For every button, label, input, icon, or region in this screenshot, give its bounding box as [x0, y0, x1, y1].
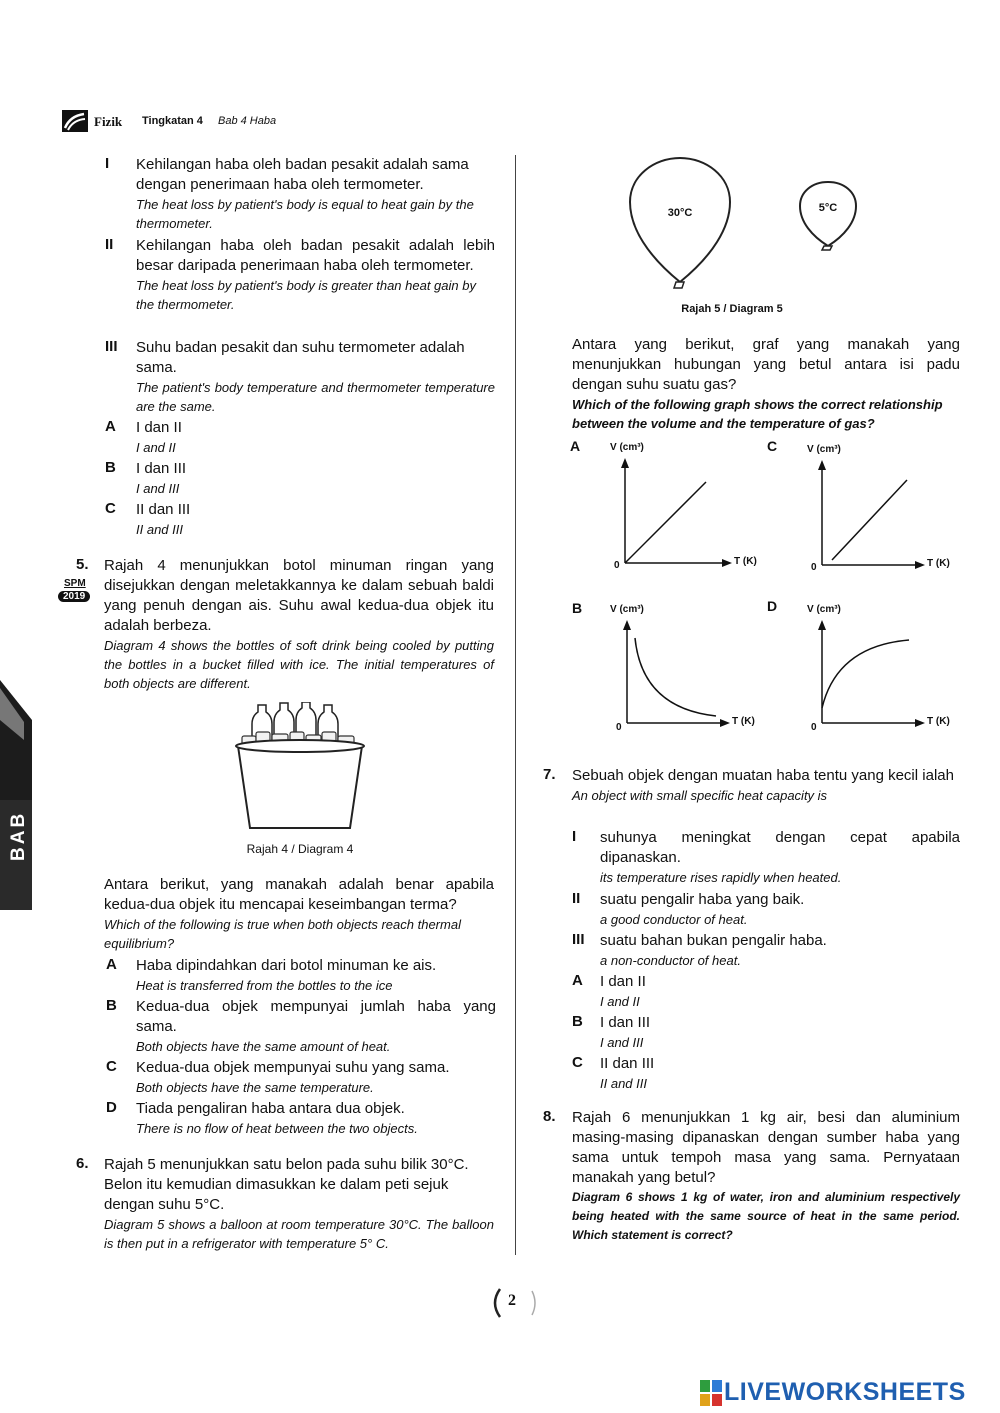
q4-option-a[interactable]: [100, 418, 495, 457]
roman-numeral: III: [572, 931, 585, 948]
option-label: C: [105, 500, 116, 517]
graph-label: C: [767, 438, 778, 454]
item-text-ms: suatu bahan bukan pengalir haba.: [600, 932, 827, 949]
q7-item-2: [572, 890, 960, 929]
q7-stem: [572, 766, 960, 805]
roman-numeral: II: [105, 236, 114, 253]
graph-c[interactable]: [765, 436, 965, 576]
option-text-ms: I dan II: [136, 419, 182, 436]
option-text-ms: Tiada pengaliran haba antara dua objek.: [136, 1100, 405, 1117]
q5-stem-en: Diagram 4 shows the bottles of soft drink being cooled by putting the bottles in a bucket filled with ice. The initial temperatures of both objects are different.: [104, 638, 494, 691]
option-text-en: II and III: [600, 1076, 647, 1091]
roman-numeral: II: [572, 890, 581, 907]
q6-stem-ms: Rajah 5 menunjukkan satu belon pada suhu bilik 30°C. Belon itu kemudian dimasukkan ke dalam peti sejuk dengan suhu 5°C.: [104, 1156, 469, 1213]
q8-stem-en: Diagram 6 shows 1 kg of water, iron and aluminium respectively being heated with the same source of heat in the same period. Which statement is correct?: [572, 1190, 960, 1242]
option-text-ms: I dan II: [600, 973, 646, 990]
q6-question: [572, 335, 960, 433]
item-text-en: The patient's body temperature and thermometer temperature are the same.: [136, 380, 495, 414]
diagram-5-balloons: [628, 156, 888, 296]
q6-number: 6.: [76, 1155, 89, 1172]
side-tab-shape: [0, 680, 44, 910]
option-text-en: Heat is transferred from the bottles to the ice: [136, 978, 393, 993]
graph-label: B: [572, 600, 583, 616]
q7-item-3: [572, 931, 960, 970]
graph-label: D: [767, 598, 778, 614]
spm-badge: [58, 578, 98, 608]
q8-stem: [572, 1108, 960, 1245]
graph-b[interactable]: [570, 598, 770, 738]
header-form: Tingkatan 4: [142, 115, 203, 127]
liveworksheets-logo-icon: [700, 1380, 722, 1406]
graph-a[interactable]: [570, 436, 770, 576]
graph-ylabel: V (cm³): [807, 604, 841, 615]
page-number: [488, 1285, 540, 1321]
small-balloon: [800, 182, 856, 246]
item-text-en: a non-conductor of heat.: [600, 953, 741, 968]
header-chapter: Bab 4 Haba: [218, 115, 277, 127]
option-text-en: There is no flow of heat between the two objects.: [136, 1121, 418, 1136]
graph-xlabel: T (K): [927, 558, 950, 569]
diagram-4-bucket: [230, 702, 370, 832]
option-text-en: II and III: [136, 522, 183, 537]
q6-stem: [104, 1155, 494, 1253]
q7-item-1: [572, 828, 960, 887]
option-text-ms: II dan III: [136, 501, 191, 518]
item-text-ms: suhunya meningkat dengan cepat apabila dipanaskan.: [600, 829, 960, 866]
graph-ylabel: V (cm³): [610, 604, 644, 615]
graph-xlabel: T (K): [734, 556, 757, 567]
q4-item-1: [100, 155, 495, 233]
small-balloon-knot: [822, 246, 832, 250]
spm-badge-label: SPM: [64, 578, 86, 589]
option-label: B: [106, 997, 117, 1014]
q5-stem: [104, 556, 494, 693]
q7-option-b[interactable]: [572, 1013, 960, 1052]
graph-ylabel: V (cm³): [807, 444, 841, 455]
spm-badge-year: 2019: [58, 591, 90, 602]
q5-question-en: Which of the following is true when both objects reach thermal equilibrium?: [104, 917, 461, 951]
graph-plot: [765, 436, 965, 576]
q5-question-ms: Antara berikut, yang manakah adalah benar apabila kedua-dua objek itu mencapai keseimbangan terma?: [104, 876, 494, 913]
q6-question-ms: Antara yang berikut, graf yang manakah yang menunjukkan hubungan yang betul antara isi padu dengan suhu suatu gas?: [572, 336, 960, 393]
q5-number: 5.: [76, 556, 89, 573]
item-text-ms: suatu pengalir haba yang baik.: [600, 891, 805, 908]
diagram-5-caption: Rajah 5 / Diagram 5: [681, 303, 783, 315]
q7-stem-en: An object with small specific heat capacity is: [572, 788, 828, 803]
graph-plot: [570, 436, 770, 576]
option-label: A: [106, 956, 117, 973]
watermark-text: LIVEWORKSHEETS: [724, 1378, 966, 1406]
q5-option-b[interactable]: [106, 997, 496, 1056]
option-text-en: I and II: [600, 994, 640, 1009]
graph-origin: 0: [616, 722, 622, 733]
option-text-ms: I dan III: [136, 460, 187, 477]
header-logo-icon: [62, 110, 88, 132]
q4-item-3: [100, 338, 495, 416]
q7-number: 7.: [543, 766, 556, 783]
big-balloon: [630, 158, 730, 282]
side-tab: [0, 680, 44, 910]
option-label: D: [106, 1099, 117, 1116]
item-text-ms: Suhu badan pesakit dan suhu termometer adalah sama.: [136, 339, 465, 376]
diagram-4-caption: Rajah 4 / Diagram 4: [246, 842, 354, 856]
q7-option-c[interactable]: [572, 1054, 960, 1093]
option-label: C: [572, 1054, 583, 1071]
q8-number: 8.: [543, 1108, 556, 1125]
option-label: B: [105, 459, 116, 476]
option-text-en: Both objects have the same amount of heat.: [136, 1039, 391, 1054]
q4-option-b[interactable]: [100, 459, 495, 498]
page-header: [62, 110, 462, 132]
item-text-en: a good conductor of heat.: [600, 912, 748, 927]
option-label: A: [105, 418, 116, 435]
big-balloon-knot: [674, 282, 684, 288]
option-text-en: Both objects have the same temperature.: [136, 1080, 374, 1095]
option-text-ms: II dan III: [600, 1055, 655, 1072]
option-text-ms: Kedua-dua objek mempunyai jumlah haba yang sama.: [136, 998, 496, 1035]
option-label: B: [572, 1013, 583, 1030]
bucket-body: [238, 746, 362, 828]
q8-stem-ms: Rajah 6 menunjukkan 1 kg air, besi dan aluminium masing-masing dipanaskan dengan sumber haba yang sama untuk tempoh masa yang sama. Pernyataan manakah yang betul?: [572, 1109, 960, 1186]
option-label: C: [106, 1058, 117, 1075]
graph-origin: 0: [811, 562, 817, 573]
item-text-en: The heat loss by patient's body is greater than heat gain by the thermometer.: [136, 278, 476, 312]
graph-origin: 0: [614, 560, 620, 571]
q4-item-2: [100, 236, 495, 314]
option-text-ms: Haba dipindahkan dari botol minuman ke ais.: [136, 957, 437, 974]
option-text-ms: I dan III: [600, 1014, 651, 1031]
q5-option-c[interactable]: [106, 1058, 496, 1097]
balloon-small-temp: 5°C: [818, 202, 838, 214]
graph-ylabel: V (cm³): [610, 442, 644, 453]
page-number-text: 2: [508, 1292, 516, 1309]
graph-xlabel: T (K): [927, 716, 950, 727]
graph-label: A: [570, 438, 581, 454]
q5-option-a[interactable]: [106, 956, 496, 995]
q7-stem-ms: Sebuah objek dengan muatan haba tentu yang kecil ialah: [572, 767, 954, 784]
roman-numeral: I: [105, 155, 110, 172]
graph-d[interactable]: [765, 598, 965, 738]
header-subject: Fizik: [94, 114, 123, 129]
item-text-en: The heat loss by patient's body is equal to heat gain by the thermometer.: [136, 197, 474, 231]
option-label: A: [572, 972, 583, 989]
option-text-ms: Kedua-dua objek mempunyai suhu yang sama.: [136, 1059, 450, 1076]
q7-option-a[interactable]: [572, 972, 960, 1011]
item-text-ms: Kehilangan haba oleh badan pesakit adalah sama dengan penerimaan haba oleh termometer.: [136, 156, 469, 193]
graph-xlabel: T (K): [732, 716, 755, 727]
item-text-ms: Kehilangan haba oleh badan pesakit adalah lebih besar daripada penerimaan haba oleh termometer.: [136, 237, 495, 274]
bucket-rim: [236, 740, 364, 752]
item-text-en: its temperature rises rapidly when heated.: [600, 870, 842, 885]
option-text-en: I and III: [136, 481, 180, 496]
column-divider: [515, 155, 516, 1255]
option-text-en: I and II: [136, 440, 176, 455]
q5-question: [104, 875, 494, 953]
liveworksheets-watermark[interactable]: [700, 1378, 995, 1408]
q5-stem-ms: Rajah 4 menunjukkan botol minuman ringan yang disejukkan dengan meletakkannya ke dalam sebuah baldi yang penuh dengan ais. Suhu awal kedua-dua objek itu adalah berbeza.: [104, 557, 494, 634]
side-tab-label: BAB: [8, 810, 29, 861]
option-text-en: I and III: [600, 1035, 644, 1050]
q5-option-d[interactable]: [106, 1099, 496, 1138]
q4-option-c[interactable]: [100, 500, 495, 539]
roman-numeral: III: [105, 338, 118, 355]
q6-question-en: Which of the following graph shows the correct relationship between the volume and the temperature of gas?: [572, 397, 943, 431]
balloon-big-temp: 30°C: [667, 207, 693, 219]
roman-numeral: I: [572, 828, 577, 845]
q6-stem-en: Diagram 5 shows a balloon at room temperature 30°C. The balloon is then put in a refrigerator with temperature 5° C.: [104, 1217, 494, 1251]
graph-origin: 0: [811, 722, 817, 733]
